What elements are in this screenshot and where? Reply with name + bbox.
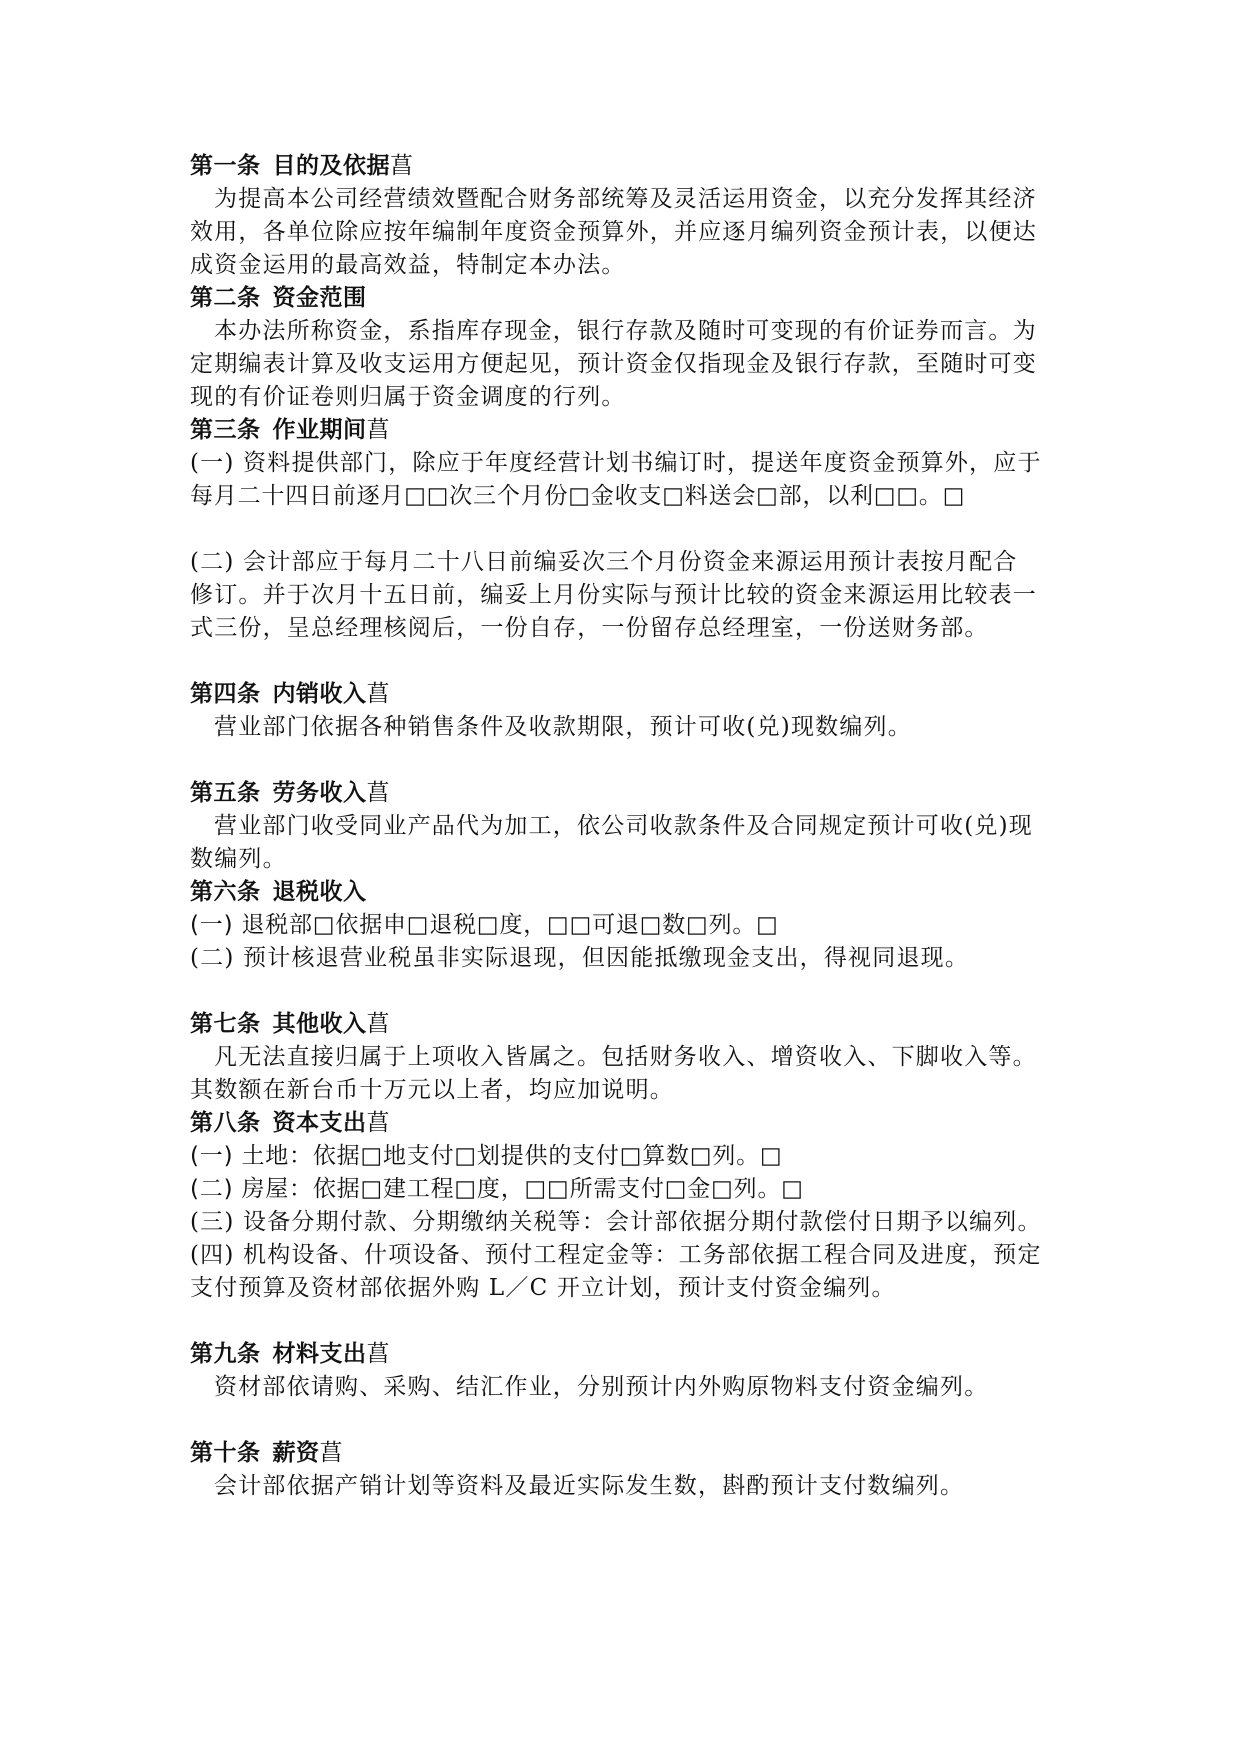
article-title: 内销收入 (272, 681, 367, 707)
article-trail-glyph: 菖 (319, 1440, 343, 1466)
article-4-heading (190, 678, 1070, 711)
paragraph-line: (二) 房屋：依据□建工程□度，□□所需支付□金□列。□ (190, 1176, 804, 1202)
paragraph-line: (一) 退税部□依据申□退税□度，□□可退□数□列。□ (190, 912, 779, 938)
spacer (190, 645, 1070, 678)
article-trail-glyph: 菖 (366, 681, 390, 707)
paragraph-line: (二) 预计核退营业税虽非实际退现，但因能抵缴现金支出，得视同退现。 (190, 945, 970, 971)
article-title: 材料支出 (272, 1341, 367, 1367)
paragraph-line: 营业部门依据各种销售条件及收款期限，预计可收(兑)现数编列。 (214, 714, 912, 740)
paragraph-line: 资材部依请购、采购、结汇作业，分别预计内外购原物料支付资金编列。 (214, 1374, 989, 1400)
paragraph-line: 每月二十四日前逐月□□次三个月份□金收支□料送会□部，以利□□。□ (190, 483, 966, 509)
spacer (190, 744, 1070, 777)
article-trail-glyph: 菖 (390, 153, 414, 179)
article-title: 其他收入 (272, 1011, 367, 1037)
article-trail-glyph: 菖 (366, 780, 390, 806)
spacer (190, 513, 1070, 546)
article-3-heading (190, 414, 1070, 447)
paragraph-line: 凡无法直接归属于上项收入皆属之。包括财务收入、增资收入、下脚收入等。 (214, 1044, 1037, 1070)
article-title: 作业期间 (272, 417, 367, 443)
paragraph-line: 其数额在新台币十万元以上者，均应加说明。 (190, 1077, 674, 1103)
article-10-heading (190, 1437, 1070, 1470)
article-number: 第四条 (190, 681, 261, 707)
paragraph-line: (一) 土地：依据□地支付□划提供的支付□算数□列。□ (190, 1143, 783, 1169)
article-number: 第七条 (190, 1011, 261, 1037)
article-number: 第十条 (190, 1440, 261, 1466)
paragraph-line: 会计部依据产销计划等资料及最近实际发生数，斟酌预计支付数编列。 (214, 1473, 965, 1499)
article-8-heading (190, 1107, 1070, 1140)
paragraph-line: 定期编表计算及收支运用方便起见，预计资金仅指现金及银行存款，至随时可变 (190, 351, 1037, 377)
article-title: 资金范围 (272, 285, 367, 311)
article-number: 第一条 (190, 153, 261, 179)
paragraph-line: 效用，各单位除应按年编制年度资金预算外，并应逐月编列资金预计表，以便达 (190, 219, 1037, 245)
article-5-heading (190, 777, 1070, 810)
paragraph-line: 现的有价证卷则归属于资金调度的行列。 (190, 384, 626, 410)
article-number: 第九条 (190, 1341, 261, 1367)
article-title: 目的及依据 (272, 153, 390, 179)
paragraph-line: 修订。并于次月十五日前，编妥上月份实际与预计比较的资金来源运用比较表一 (190, 582, 1037, 608)
article-title: 资本支出 (272, 1110, 367, 1136)
article-1-heading (190, 150, 1070, 183)
article-number: 第二条 (190, 285, 261, 311)
paragraph-line: 成资金运用的最高效益，特制定本办法。 (190, 252, 626, 278)
spacer (190, 975, 1070, 1008)
article-number: 第六条 (190, 879, 261, 905)
paragraph-line: (四) 机构设备、什项设备、预付工程定金等：工务部依据工程合同及进度，预定 (190, 1242, 1042, 1268)
article-9-heading (190, 1338, 1070, 1371)
document-page (190, 150, 1070, 1503)
article-number: 第八条 (190, 1110, 261, 1136)
paragraph-line: (一) 资料提供部门，除应于年度经营计划书编订时，提送年度资金预算外，应于 (190, 450, 1042, 476)
paragraph-line: 数编列。 (190, 846, 287, 872)
article-number: 第三条 (190, 417, 261, 443)
article-title: 薪资 (272, 1440, 320, 1466)
paragraph-line: 营业部门收受同业产品代为加工，依公司收款条件及合同规定预计可收(兑)现 (214, 813, 1033, 839)
article-7-heading (190, 1008, 1070, 1041)
spacer (190, 1305, 1070, 1338)
article-trail-glyph: 菖 (366, 1110, 390, 1136)
paragraph-line: (二) 会计部应于每月二十八日前编妥次三个月份资金来源运用预计表按月配合 (190, 549, 1018, 575)
article-trail-glyph: 菖 (366, 417, 390, 443)
article-title: 退税收入 (272, 879, 367, 905)
spacer (190, 1404, 1070, 1437)
paragraph-line: 为提高本公司经营绩效暨配合财务部统筹及灵活运用资金，以充分发挥其经济 (214, 186, 1037, 212)
article-2-heading (190, 282, 1070, 315)
article-title: 劳务收入 (272, 780, 367, 806)
paragraph-line: 式三份，呈总经理核阅后，一份自存，一份留存总经理室，一份送财务部。 (190, 615, 989, 641)
article-trail-glyph: 菖 (366, 1341, 390, 1367)
article-6-heading (190, 876, 1070, 909)
article-trail-glyph: 菖 (366, 1011, 390, 1037)
paragraph-line: (三) 设备分期付款、分期缴纳关税等：会计部依据分期付款偿付日期予以编列。 (190, 1209, 1042, 1235)
paragraph-line: 本办法所称资金，系指库存现金，银行存款及随时可变现的有价证券而言。为 (214, 318, 1037, 344)
paragraph-line: 支付预算及资材部依据外购 L／C 开立计划，预计支付资金编列。 (190, 1275, 896, 1301)
article-number: 第五条 (190, 780, 261, 806)
